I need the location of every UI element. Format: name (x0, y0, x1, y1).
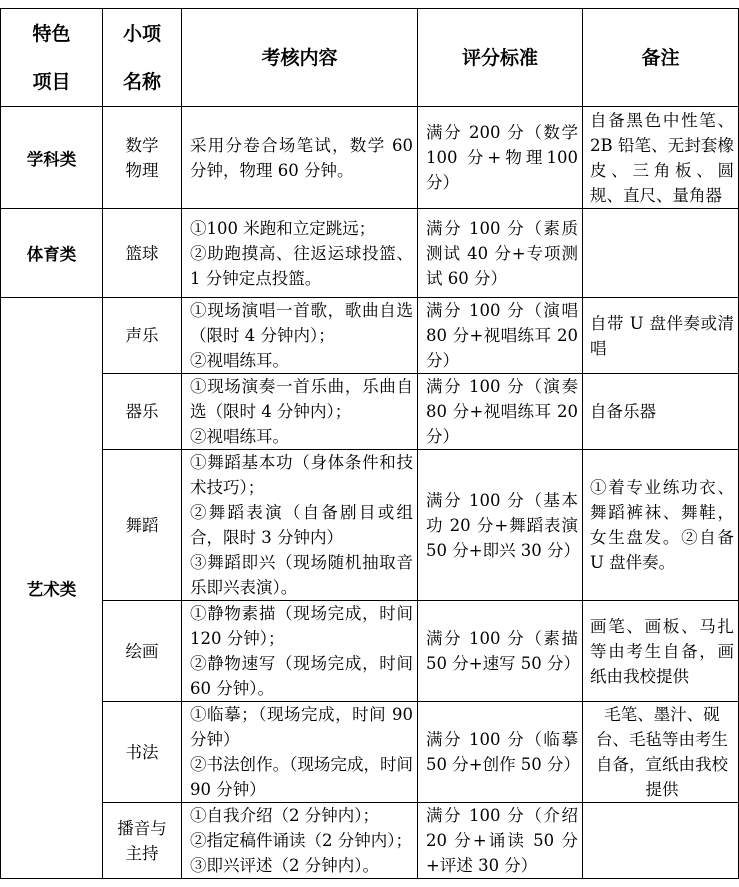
content-line: ②静物速写（现场完成，时间 60 分钟）。 (190, 654, 413, 698)
header-note: 备注 (583, 9, 739, 107)
note-vocal: 自带 U 盘伴奏或清唱 (583, 298, 739, 374)
content-line: 采用分卷合场笔试，数学 60 分钟，物理 60 分钟。 (190, 135, 413, 180)
note-calligraphy: 毛笔、墨汁、砚台、毛毡等由考生自备，宣纸由我校提供 (583, 702, 739, 803)
table-row-math (1, 107, 739, 209)
score-broadcast: 满分 100 分（介绍 20 分+诵读 50 分+评述 30 分） (418, 803, 583, 879)
subitem-line: 数学 (125, 135, 159, 155)
category-sports: 体育类 (1, 209, 103, 298)
score-dance: 满分 100 分（基本功 20 分+舞蹈表演 50 分+即兴 30 分） (418, 450, 583, 601)
category-arts: 艺术类 (1, 298, 103, 879)
table-row-calligraphy (1, 702, 739, 803)
content-basketball (182, 209, 418, 298)
header-row (1, 9, 739, 107)
header-category-line1: 特色 (32, 22, 71, 45)
score-instrument: 满分 100 分（演奏 80 分+视唱练耳 20 分） (418, 374, 583, 450)
subitem-line: 播音与 (117, 818, 167, 838)
note-instrument: 自备乐器 (583, 374, 739, 450)
subitem-basketball: 篮球 (103, 209, 182, 298)
content-painting (182, 601, 418, 702)
content-line: ②助跑摸高、往返运球投篮、1 分钟定点投篮。 (190, 243, 413, 288)
content-line: ③即兴评述（2 分钟内）。 (190, 856, 379, 875)
subitem-dance: 舞蹈 (103, 450, 182, 601)
exam-table-wrapper (0, 8, 739, 879)
content-line: ②视唱练耳。 (190, 351, 289, 370)
content-broadcast (182, 803, 418, 879)
content-line: ②书法创作。（现场完成，时间 90 分钟） (190, 755, 413, 799)
note-math: 自备黑色中性笔、2B 铅笔、无封套橡皮、三角板、圆规、直尺、量角器 (583, 107, 739, 209)
header-subitem-line1: 小项 (122, 22, 161, 45)
note-broadcast (583, 803, 739, 879)
content-line: ①自我介绍（2 分钟内）； (190, 806, 379, 825)
table-row-broadcast (1, 803, 739, 879)
category-academic: 学科类 (1, 107, 103, 209)
content-line: ②指定稿件诵读（2 分钟内）； (190, 831, 412, 850)
content-line: ①舞蹈基本功（身体条件和技术技巧）； (190, 453, 413, 497)
subitem-line: 主持 (125, 843, 159, 863)
content-line: ②舞蹈表演（自备剧目或组合，限时 3 分钟内） (190, 503, 413, 547)
exam-table (0, 8, 739, 879)
note-painting: 画笔、画板、马扎等由考生自备，画纸由我校提供 (583, 601, 739, 702)
content-line: ①临摹；（现场完成，时间 90 分钟） (190, 705, 413, 749)
subitem-instrument: 器乐 (103, 374, 182, 450)
header-category-line2: 项目 (32, 70, 71, 93)
note-basketball (583, 209, 739, 298)
subitem-line: 物理 (125, 160, 159, 180)
score-calligraphy: 满分 100 分（临摹 50 分+创作 50 分） (418, 702, 583, 803)
content-line: ③舞蹈即兴（现场随机抽取音乐即兴表演）。 (190, 553, 413, 597)
score-math: 满分 200 分（数学 100 分+物理100 分） (418, 107, 583, 209)
header-score: 评分标准 (418, 9, 583, 107)
subitem-vocal: 声乐 (103, 298, 182, 374)
subitem-painting: 绘画 (103, 601, 182, 702)
table-row-painting (1, 601, 739, 702)
content-dance (182, 450, 418, 601)
header-subitem (103, 9, 182, 107)
header-category (1, 9, 103, 107)
header-content: 考核内容 (182, 9, 418, 107)
table-row-vocal (1, 298, 739, 374)
subitem-math-physics (103, 107, 182, 209)
content-vocal (182, 298, 418, 374)
subitem-broadcast (103, 803, 182, 879)
content-math (182, 107, 418, 209)
content-line: ①静物素描（现场完成，时间 120 分钟）； (190, 604, 413, 648)
table-row-instrument (1, 374, 739, 450)
content-line: ①100 米跑和立定跳远； (190, 218, 376, 238)
header-subitem-line2: 名称 (122, 70, 161, 93)
note-dance: ①着专业练功衣、舞蹈裤袜、舞鞋，女生盘发。②自备 U 盘伴奏。 (583, 450, 739, 601)
table-row-dance (1, 450, 739, 601)
content-instrument (182, 374, 418, 450)
content-line: ②视唱练耳。 (190, 427, 289, 446)
subitem-calligraphy: 书法 (103, 702, 182, 803)
content-line: ①现场演奏一首乐曲，乐曲自选（限时 4 分钟内）； (190, 377, 413, 421)
score-vocal: 满分 100 分（演唱 80 分+视唱练耳 20 分） (418, 298, 583, 374)
content-line: ①现场演唱一首歌，歌曲自选（限时 4 分钟内）； (190, 301, 413, 345)
content-calligraphy (182, 702, 418, 803)
score-painting: 满分 100 分（素描 50 分+速写 50 分） (418, 601, 583, 702)
score-basketball: 满分 100 分（素质测试 40 分+专项测试 60 分） (418, 209, 583, 298)
table-row-basketball (1, 209, 739, 298)
